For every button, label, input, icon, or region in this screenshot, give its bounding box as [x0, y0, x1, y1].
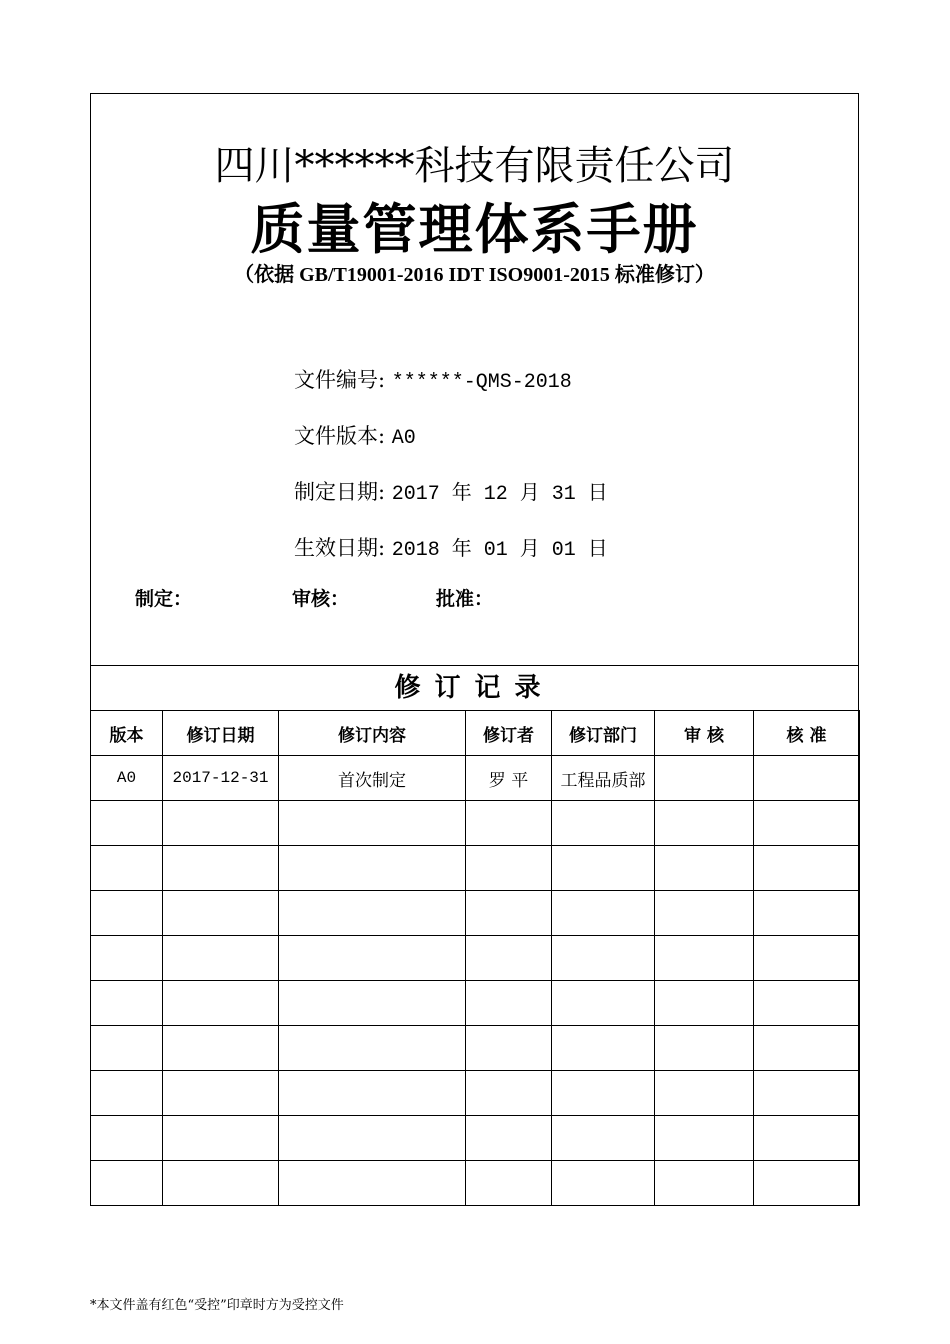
manual-title: 质量管理体系手册 — [250, 197, 699, 261]
table-cell — [754, 936, 860, 981]
table-cell — [163, 891, 279, 936]
table-cell: 罗 平 — [466, 756, 552, 801]
table-cell — [655, 891, 754, 936]
table-cell — [91, 846, 163, 891]
table-cell — [754, 801, 860, 846]
draft-date-label: 制定日期: — [294, 480, 386, 504]
table-header-row — [91, 711, 860, 756]
table-cell — [466, 981, 552, 1026]
table-cell — [91, 1026, 163, 1071]
signature-approve: 批准： — [436, 588, 494, 610]
column-header: 核 准 — [754, 711, 860, 756]
table-cell — [91, 801, 163, 846]
table-cell — [163, 981, 279, 1026]
effective-date-row — [294, 535, 608, 564]
table-cell: 首次制定 — [279, 756, 466, 801]
column-header: 修订者 — [466, 711, 552, 756]
signature-draft: 制定： — [135, 588, 193, 610]
table-cell — [754, 1071, 860, 1116]
table-cell — [754, 1026, 860, 1071]
signature-review: 审核： — [292, 588, 350, 610]
table-cell — [466, 1161, 552, 1206]
table-cell — [279, 1161, 466, 1206]
table-row — [91, 981, 860, 1026]
table-cell — [279, 981, 466, 1026]
table-cell — [754, 1116, 860, 1161]
doc-number-row — [294, 367, 572, 396]
table-cell — [279, 801, 466, 846]
table-cell — [552, 1026, 655, 1071]
table-cell — [279, 846, 466, 891]
table-cell — [163, 1161, 279, 1206]
doc-number-value: ******-QMS-2018 — [391, 371, 572, 394]
doc-version-label: 文件版本: — [294, 424, 386, 448]
table-cell — [655, 1116, 754, 1161]
table-cell — [552, 1071, 655, 1116]
column-header: 修订部门 — [552, 711, 655, 756]
table-row — [91, 1071, 860, 1116]
table-cell: 2017-12-31 — [163, 756, 279, 801]
table-cell — [466, 936, 552, 981]
table-row — [91, 756, 860, 801]
table-cell — [552, 936, 655, 981]
table-cell: A0 — [91, 756, 163, 801]
table-cell — [466, 1071, 552, 1116]
table-cell — [655, 756, 754, 801]
table-cell — [466, 846, 552, 891]
draft-date-value: 2017 年 12 月 31 日 — [391, 483, 608, 506]
table-row — [91, 936, 860, 981]
table-cell — [552, 846, 655, 891]
table-cell — [754, 891, 860, 936]
table-row — [91, 846, 860, 891]
column-header: 审 核 — [655, 711, 754, 756]
table-cell — [466, 1116, 552, 1161]
table-cell — [552, 1116, 655, 1161]
table-cell — [552, 891, 655, 936]
table-row — [91, 801, 860, 846]
table-cell — [163, 1071, 279, 1116]
table-cell — [466, 891, 552, 936]
document-frame — [90, 93, 859, 1206]
table-cell — [91, 1161, 163, 1206]
table-cell — [279, 891, 466, 936]
doc-version-value: A0 — [391, 427, 416, 450]
table-row — [91, 1116, 860, 1161]
table-cell — [91, 1116, 163, 1161]
table-cell — [754, 756, 860, 801]
table-cell — [754, 846, 860, 891]
table-cell — [754, 981, 860, 1026]
column-header: 修订内容 — [279, 711, 466, 756]
table-cell — [163, 1116, 279, 1161]
table-cell — [279, 1116, 466, 1161]
controlled-copy-note: *本文件盖有红色“受控”印章时方为受控文件 — [90, 1298, 344, 1313]
table-cell — [163, 1026, 279, 1071]
table-cell — [163, 936, 279, 981]
draft-date-row — [294, 479, 608, 508]
table-cell — [655, 1161, 754, 1206]
table-cell — [91, 981, 163, 1026]
standard-basis: （依据 GB/T19001-2016 IDT ISO9001-2015 标准修订） — [234, 264, 715, 286]
table-row — [91, 1026, 860, 1071]
doc-number-label: 文件编号: — [294, 368, 386, 392]
table-row — [91, 1161, 860, 1206]
revision-table — [90, 710, 860, 1206]
table-cell — [279, 1026, 466, 1071]
table-cell — [552, 981, 655, 1026]
doc-version-row — [294, 423, 416, 452]
table-cell — [552, 1161, 655, 1206]
table-cell — [655, 981, 754, 1026]
revision-record-title: 修订记录 — [91, 665, 858, 711]
table-cell — [655, 936, 754, 981]
table-cell — [163, 846, 279, 891]
table-cell — [279, 1071, 466, 1116]
column-header: 修订日期 — [163, 711, 279, 756]
table-cell — [163, 801, 279, 846]
table-cell — [754, 1161, 860, 1206]
table-cell — [466, 1026, 552, 1071]
company-name: 四川******科技有限责任公司 — [214, 143, 735, 189]
table-cell — [655, 1071, 754, 1116]
table-cell — [466, 801, 552, 846]
table-cell — [91, 936, 163, 981]
effective-date-value: 2018 年 01 月 01 日 — [391, 539, 608, 562]
effective-date-label: 生效日期: — [294, 536, 386, 560]
table-cell — [655, 846, 754, 891]
table-cell: 工程品质部 — [552, 756, 655, 801]
table-cell — [655, 801, 754, 846]
table-row — [91, 891, 860, 936]
table-cell — [91, 891, 163, 936]
column-header: 版本 — [91, 711, 163, 756]
table-cell — [91, 1071, 163, 1116]
table-cell — [655, 1026, 754, 1071]
table-cell — [552, 801, 655, 846]
table-cell — [279, 936, 466, 981]
